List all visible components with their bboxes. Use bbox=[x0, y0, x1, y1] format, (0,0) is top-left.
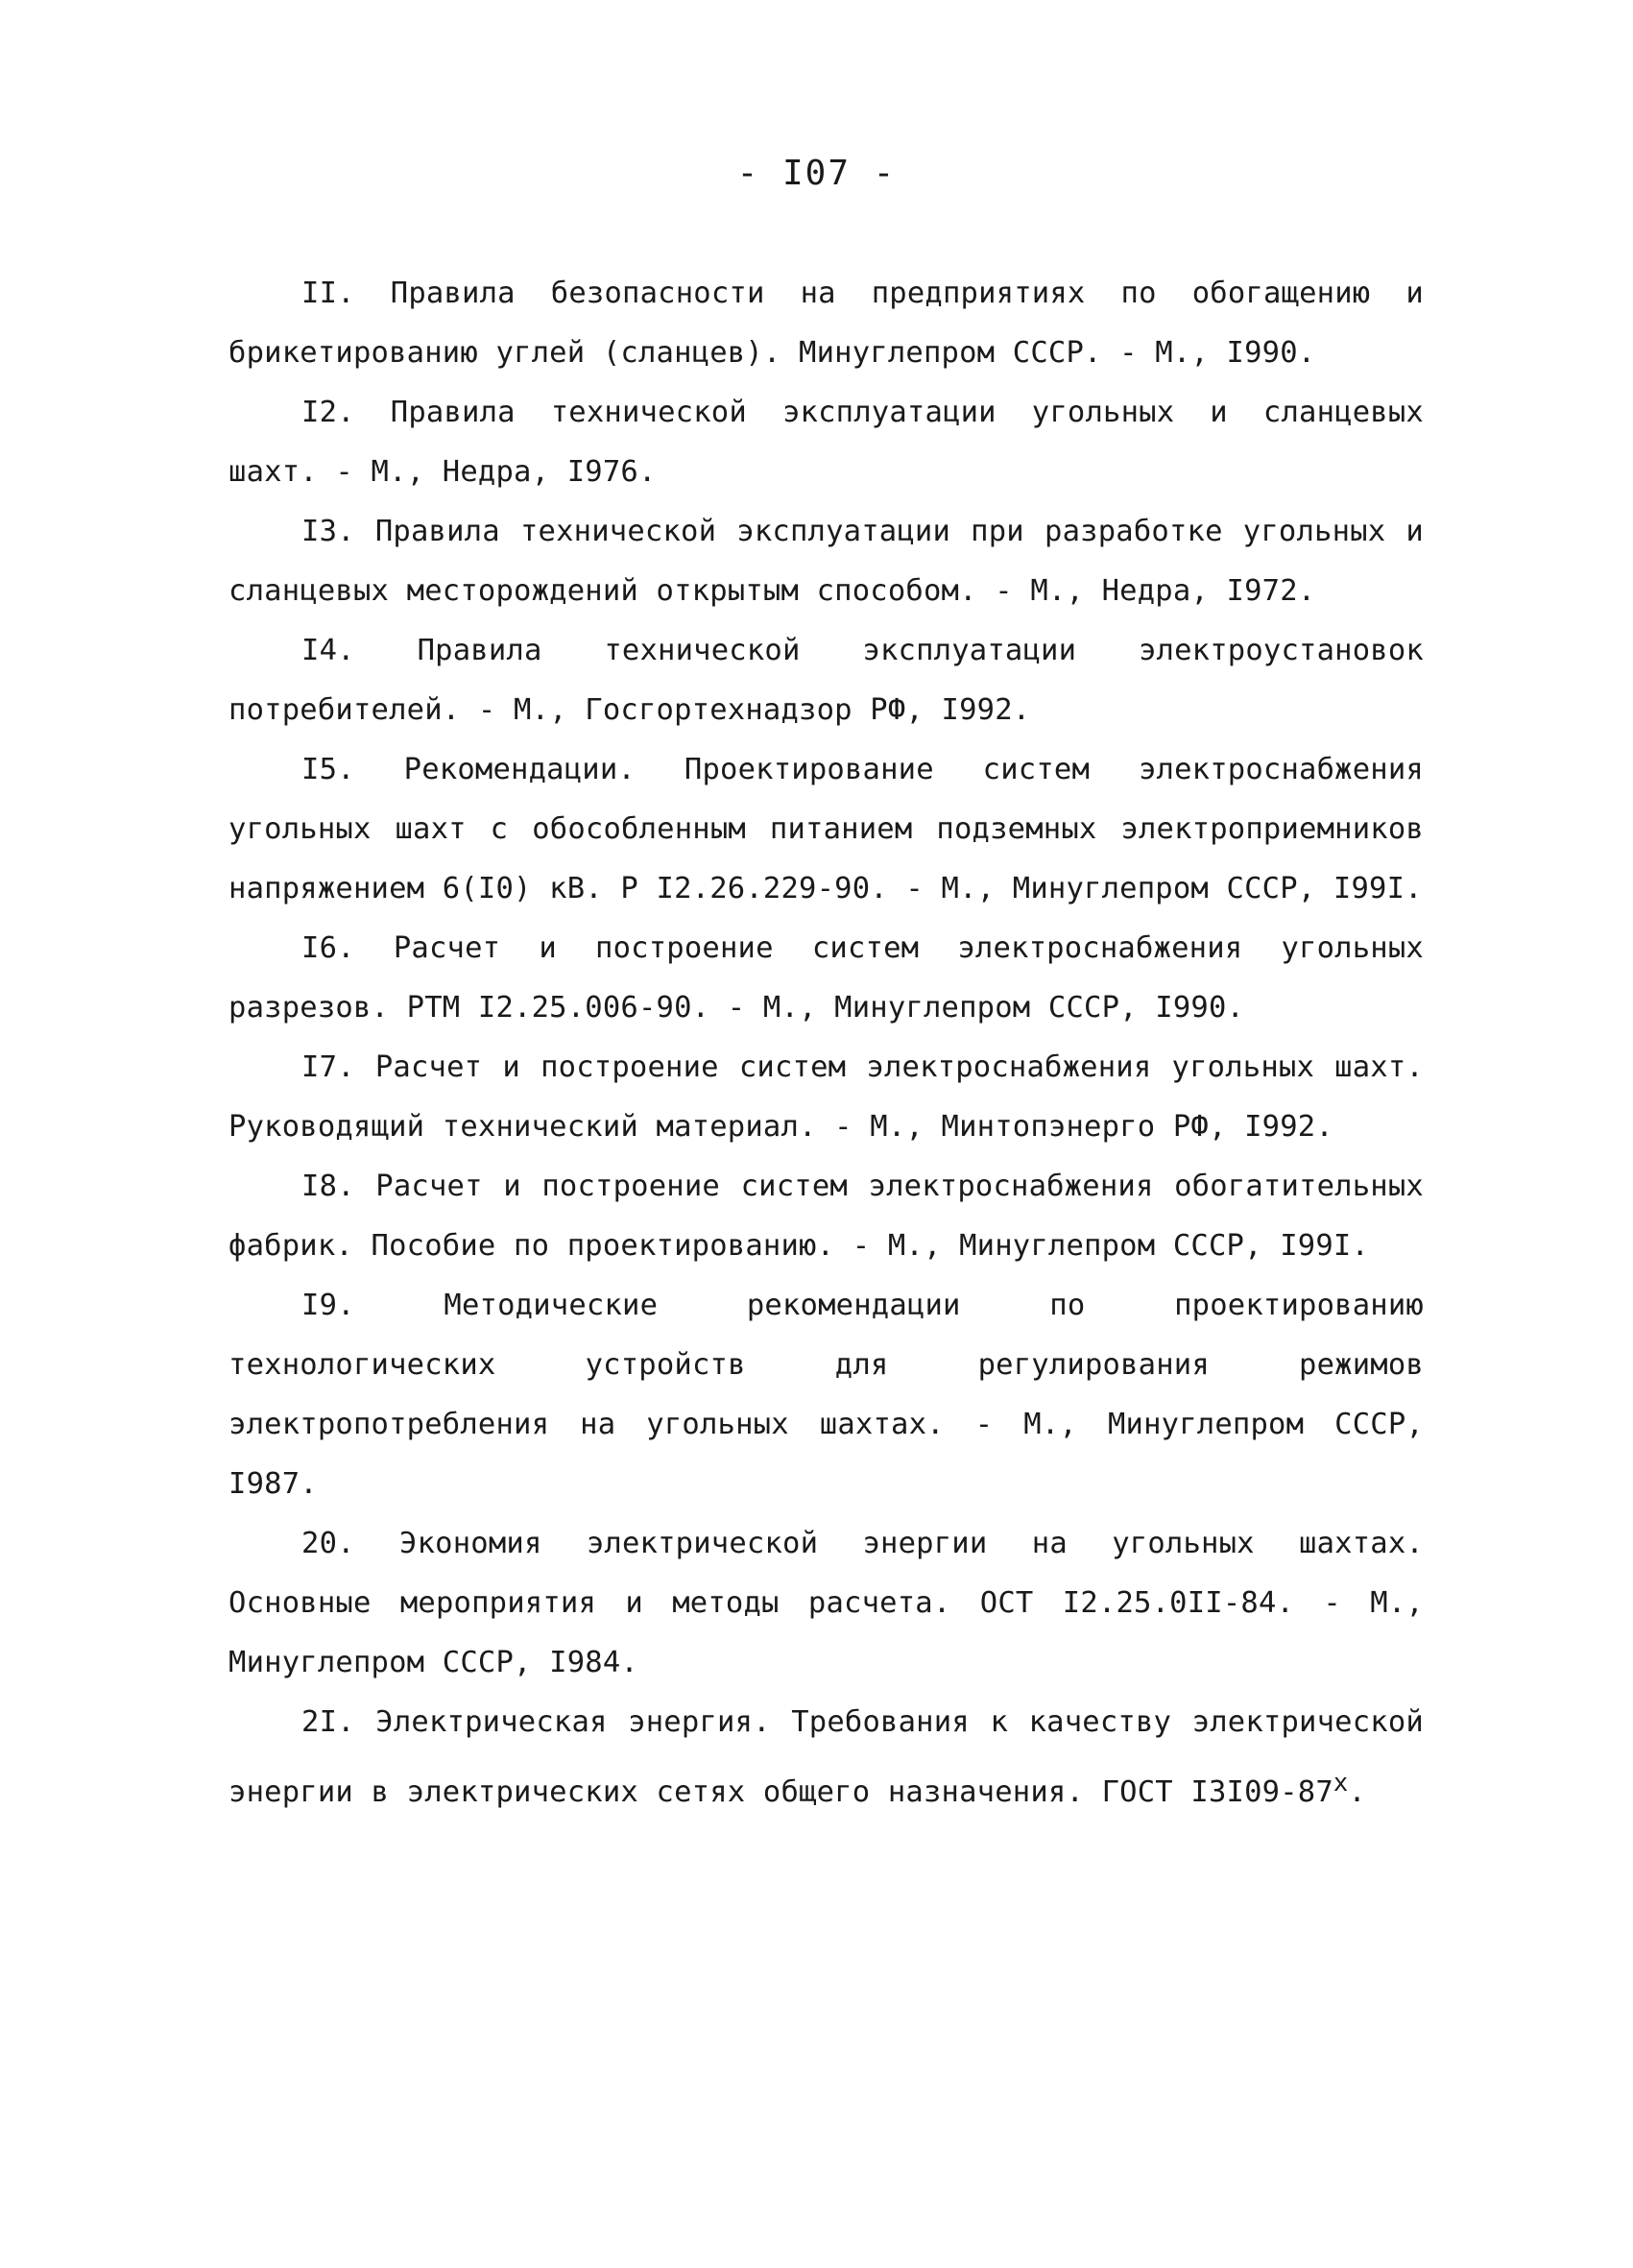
reference-item bbox=[228, 1693, 1424, 1822]
reference-item bbox=[228, 1276, 1424, 1514]
reference-number: I6. bbox=[301, 931, 355, 965]
reference-item bbox=[228, 919, 1424, 1038]
reference-text: Рекомендации. Проектирование систем электроснабжения угольных шахт с обособленным питанием подземных электроприемников напряжением 6(I0) кВ. Р I2.26.229-90. - М., Минуглепром СССР, I99I. bbox=[228, 753, 1424, 905]
reference-number: II. bbox=[301, 277, 355, 310]
reference-text: Правила технической эксплуатации при разработке угольных и сланцевых месторождений открытым способом. - М., Недра, I972. bbox=[228, 515, 1424, 608]
reference-number: I7. bbox=[301, 1050, 355, 1084]
reference-number: I8. bbox=[301, 1170, 355, 1203]
reference-number: 20. bbox=[301, 1527, 355, 1560]
reference-text: Расчет и построение систем электроснабжения угольных разрезов. РТМ I2.25.006-90. - М., Минуглепром СССР, I990. bbox=[228, 931, 1424, 1025]
reference-item bbox=[228, 621, 1424, 740]
reference-number: I4. bbox=[301, 634, 355, 667]
reference-text: Электрическая энергия. Требования к качеству электрической энергии в электрических сетях общего назначения. ГОСТ I3I09-87 bbox=[228, 1705, 1424, 1810]
reference-text: Расчет и построение систем электроснабжения угольных шахт. Руководящий технический материал. - М., Минтопэнерго РФ, I992. bbox=[228, 1050, 1424, 1144]
reference-list bbox=[228, 264, 1424, 1822]
reference-item bbox=[228, 1157, 1424, 1276]
reference-item bbox=[228, 502, 1424, 621]
page-number: - I07 - bbox=[736, 154, 897, 193]
reference-number: I5. bbox=[301, 753, 355, 786]
reference-end: . bbox=[1348, 1775, 1366, 1810]
reference-text: Экономия электрической энергии на угольных шахтах. Основные мероприятия и методы расчета. ОСТ I2.25.0II-84. - М., Минуглепром СССР, I984. bbox=[228, 1527, 1424, 1679]
reference-item bbox=[228, 383, 1424, 502]
reference-number: 2I. bbox=[301, 1705, 355, 1739]
reference-number: I2. bbox=[301, 396, 355, 429]
reference-item bbox=[228, 1038, 1424, 1157]
reference-text: Правила технической эксплуатации электроустановок потребителей. - М., Госгортехнадзор РФ, I992. bbox=[228, 634, 1424, 727]
reference-text: Методические рекомендации по проектированию технологических устройств для регулирования режимов электропотребления на угольных шахтах. - М., Минуглепром СССР, I987. bbox=[228, 1289, 1424, 1501]
reference-number: I9. bbox=[301, 1289, 355, 1322]
reference-item bbox=[228, 1514, 1424, 1693]
reference-item bbox=[228, 740, 1424, 919]
reference-item bbox=[228, 264, 1424, 383]
reference-text: Правила безопасности на предприятиях по обогащению и брикетированию углей (сланцев). Минуглепром СССР. - М., I990. bbox=[228, 277, 1424, 370]
reference-number: I3. bbox=[301, 515, 355, 548]
reference-text: Правила технической эксплуатации угольных и сланцевых шахт. - М., Недра, I976. bbox=[228, 396, 1424, 489]
superscript-mark: х bbox=[1333, 1768, 1349, 1797]
reference-text: Расчет и построение систем электроснабжения обогатительных фабрик. Пособие по проектированию. - М., Минуглепром СССР, I99I. bbox=[228, 1170, 1424, 1263]
